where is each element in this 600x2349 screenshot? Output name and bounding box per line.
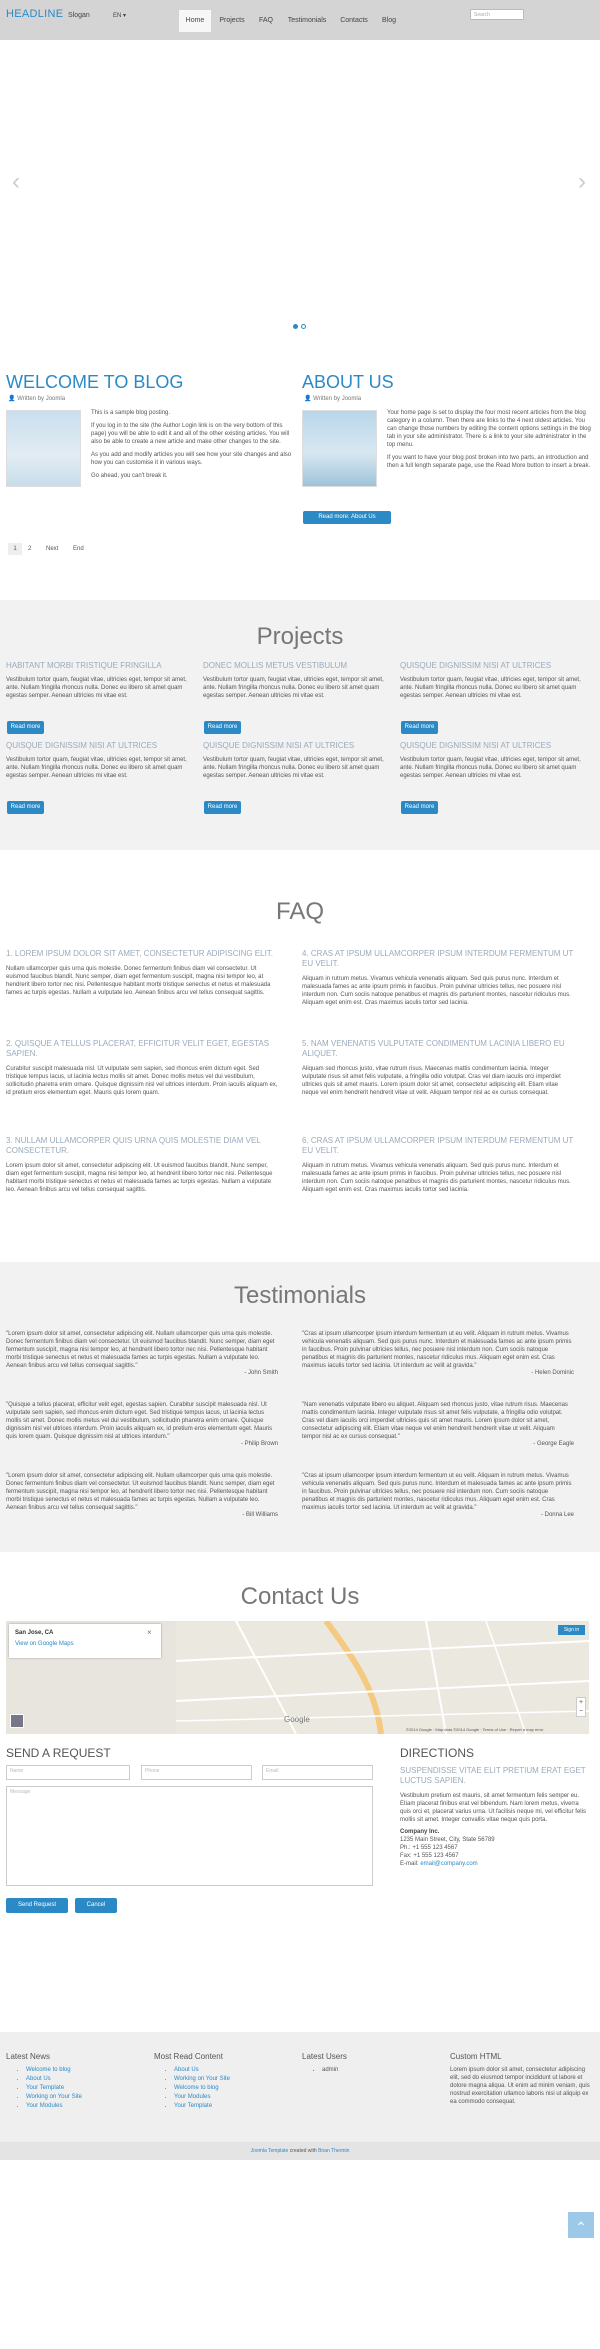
footer-link[interactable]: • Working on Your Site <box>26 2093 136 2102</box>
project-text: Vestibulum tortor quam, feugiat vitae, ultricies eget, tempor sit amet, ante. Nullam fringilla rhoncus nulla. Donec eu libero sit amet quam egestas semper. Aenean ultricies mi vitae est. <box>400 677 581 699</box>
footer-link[interactable]: • Welcome to blog <box>26 2066 136 2075</box>
project-text: Vestibulum tortor quam, feugiat vitae, ultricies eget, tempor sit amet, ante. Nullam fringilla rhoncus nulla. Donec eu libero sit amet quam egestas semper. Aenean ultricies mi vitae est. <box>203 677 384 699</box>
author-text: Written by Joomla <box>313 396 362 402</box>
project-title[interactable]: HABITANT MORBI TRISTIQUE FRINGILLA <box>6 661 162 670</box>
map-sign-in-button[interactable]: Sign in <box>558 1625 585 1635</box>
slider-dot-2[interactable] <box>301 324 306 329</box>
language-selector[interactable]: EN ▾ <box>113 13 127 19</box>
read-more-about-button[interactable]: Read more: About Us <box>303 511 391 524</box>
footer-link[interactable]: • Working on Your Site <box>174 2075 284 2084</box>
zoom-in-icon[interactable]: + <box>578 1699 584 1706</box>
faq-question[interactable]: 4. CRAS AT IPSUM ULLAMCORPER IPSUM INTERDUM FERMENTUM UT EU VELIT. <box>302 949 574 968</box>
footer-user: • admin <box>322 2066 432 2075</box>
footer-custom-text: Lorem ipsum dolor sit amet, consectetur adipiscing elit, sed do eiusmod tempor incididunt ut labore et dolore magna aliqua. Ut enim ad minim veniam, quis nostrud exercitation ullamco laboris nisi ut aliquip ex ea commodo consequat. <box>450 2067 590 2105</box>
faq-answer: Aliquam sed rhoncus justo, vitae rutrum risus. Maecenas mattis condimentum lacinia. Integer vulputate risus sit amet felis vulputate, a fringilla odio volutpat. Cras vel diam iaculis orci imperdiet ultricies quis sit amet mauris. Lorem ipsum dolor sit amet, consectetur adipiscing elit. Etiam vitae neque vel enim hendrerit hendrerit vitae ut velit. Aliquam tempor nisl ac ex cursus consequat. <box>302 1066 561 1096</box>
close-icon[interactable]: × <box>147 1628 152 1637</box>
project-title[interactable]: QUISQUE DIGNISSIM NISI AT ULTRICES <box>400 661 552 670</box>
footer-link[interactable]: • Your Template <box>26 2084 136 2093</box>
nav-projects[interactable]: Projects <box>219 17 245 24</box>
site-header <box>0 0 600 40</box>
testimonial-author: - Donna Lee <box>540 1512 574 1518</box>
map-satellite-toggle[interactable] <box>10 1714 24 1728</box>
directions-subtitle: SUSPENDISSE VITAE ELIT PRETIUM ERAT EGET LUCTUS SAPIEN. <box>400 1766 586 1785</box>
contact-title: Contact Us <box>240 1583 360 1610</box>
footer-most-read <box>154 2052 284 2111</box>
slider-dot-1[interactable] <box>293 324 298 329</box>
blog-article-title[interactable]: WELCOME TO BLOG <box>6 372 184 392</box>
testimonial-item <box>302 1472 574 1518</box>
blog-paragraph: Go ahead, you can't break it. <box>91 473 168 479</box>
footer-list <box>154 2066 284 2111</box>
footer-list <box>302 2066 432 2075</box>
testimonial-item <box>6 1472 278 1518</box>
faq-title: FAQ <box>275 898 324 925</box>
faq-answer: Aliquam in rutrum metus. Vivamus vehicula venenatis aliquam. Sed quis purus nunc. Interdum et malesuada fames ac ante ipsum primis in faucibus. Proin pulvinar ultricies tellus, nec posuere nisl interdum non. Cum sociis natoque penatibus et magnis dis parturient montes, nascetur ridiculus mus. Aliquam eget enim est. Cras maximus iaculis tortor sed lacinia. <box>302 976 571 1006</box>
search-input[interactable]: Search <box>470 9 524 20</box>
cancel-button[interactable]: Cancel <box>75 1898 117 1913</box>
about-article-title[interactable]: ABOUT US <box>302 372 394 392</box>
testimonial-author: - John Smith <box>244 1370 278 1376</box>
company-email-link[interactable]: email@company.com <box>420 1861 478 1867</box>
faq-item <box>302 949 574 1007</box>
projects-title: Projects <box>256 623 344 650</box>
faq-question[interactable]: 1. LOREM IPSUM DOLOR SIT AMET, CONSECTETUR ADIPISCING ELIT. <box>6 949 274 958</box>
view-larger-map-link[interactable]: View on Google Maps <box>15 1641 74 1647</box>
company-fax: Fax: +1 555 123 4567 <box>400 1853 459 1859</box>
testimonial-quote: "Lorem ipsum dolor sit amet, consectetur adipiscing elit. Nullam ullamcorper quis urna quis molestie. Donec fermentum finibus diam vel consectetur. Ut euismod faucibus blandit. Nunc semper, diam eget fermentum suscipit, magna nisi tempor leo, at hendrerit libero tortor nec nisi. Pellentesque habitant morbi tristique senectus et netus et malesuada fames ac turpis egestas. Nullam a vulputate leo. Aenean finibus arcu vel tellus consequat sagittis." <box>6 1473 275 1511</box>
credit-author-link[interactable]: Brian Thermin <box>318 2148 350 2154</box>
footer-custom-html <box>450 2052 590 2106</box>
footer-link[interactable]: • Your Modules <box>26 2102 136 2111</box>
testimonial-author: - Helen Dominic <box>531 1370 574 1376</box>
about-article-body <box>387 409 593 470</box>
slider-prev-arrow-icon[interactable]: ‹ <box>12 168 20 195</box>
company-phone: Ph.: +1 555 123 4567 <box>400 1845 458 1851</box>
footer-credit <box>0 2142 600 2160</box>
project-item <box>400 741 590 780</box>
company-address: 1235 Main Street, City, State 56789 <box>400 1837 495 1843</box>
faq-question[interactable]: 6. CRAS AT IPSUM ULLAMCORPER IPSUM INTERDUM FERMENTUM UT EU VELIT. <box>302 1136 574 1155</box>
faq-answer: Aliquam in rutrum metus. Vivamus vehicula venenatis aliquam. Sed quis purus nunc. Interdum et malesuada fames ac ante ipsum primis in faucibus. Proin pulvinar ultricies tellus, nec posuere nisl interdum non. Cum sociis natoque penatibus et magnis dis parturient montes, nascetur ridiculus mus. Aliquam eget enim est. Cras maximus iaculis tortor sed lacinia. <box>302 1163 571 1193</box>
nav-home[interactable]: Home <box>179 10 211 32</box>
blog-article-author <box>8 395 65 402</box>
about-thumbnail <box>302 410 377 487</box>
map-place-name: San Jose, CA <box>15 1630 54 1636</box>
user-icon: 👤 <box>304 396 312 402</box>
faq-question[interactable]: 3. NULLAM ULLAMCORPER QUIS URNA QUIS MOLESTIE DIAM VEL CONSECTETUR. <box>6 1136 261 1155</box>
blog-thumbnail <box>6 410 81 487</box>
faq-question[interactable]: 5. NAM VENENATIS VULPUTATE CONDIMENTUM LACINIA LIBERO EU ALIQUET. <box>302 1039 565 1058</box>
blog-paragraph: As you add and modify articles you will see how your site changes and also how you can customise it in various ways. <box>91 452 292 466</box>
map-zoom-control <box>576 1697 586 1717</box>
footer-link[interactable]: • About Us <box>174 2066 284 2075</box>
user-icon: 👤 <box>8 396 16 402</box>
footer-column-title: Latest News <box>6 2052 51 2061</box>
project-text: Vestibulum tortor quam, feugiat vitae, ultricies eget, tempor sit amet, ante. Nullam fringilla rhoncus nulla. Donec eu libero sit amet quam egestas semper. Aenean ultricies mi vitae est. <box>6 757 187 779</box>
faq-item <box>302 1136 574 1194</box>
google-map[interactable] <box>6 1621 589 1734</box>
faq-answer: Nullam ullamcorper quis urna quis molestie. Donec fermentum finibus diam vel consectetur. Ut euismod faucibus blandit. Nunc semper, diam eget fermentum suscipit, magna nisi tempor leo, at hendrerit libero tortor nec nisi. Pellentesque habitant morbi tristique senectus et netus et malesuada fames ac turpis egestas. Nullam a vulputate leo. Aenean finibus arcu vel tellus consequat sagittis. <box>6 966 271 996</box>
name-field[interactable]: Name <box>6 1765 130 1780</box>
email-field[interactable]: Email <box>262 1765 373 1780</box>
site-slogan: Slogan <box>68 12 90 19</box>
footer-link[interactable]: • About Us <box>26 2075 136 2084</box>
testimonial-quote: "Cras at ipsum ullamcorper ipsum interdum fermentum ut eu velit. Aliquam in rutrum metus. Vivamus vehicula venenatis aliquam. Sed quis purus nunc. Interdum et malesuada fames ac ante ipsum primis in faucibus. Proin pulvinar ultricies tellus, nec posuere nisl interdum non. Cum sociis natoque penatibus et magnis dis parturient montes, nascetur ridiculus mus. Aliquam eget enim est. Cras maximus iaculis tortor sed lacinia. Ut interdum ac velit at gravida." <box>302 1331 572 1369</box>
footer-link[interactable]: • Your Template <box>174 2102 284 2111</box>
project-text: Vestibulum tortor quam, feugiat vitae, ultricies eget, tempor sit amet, ante. Nullam fringilla rhoncus nulla. Donec eu libero sit amet quam egestas semper. Aenean ultricies mi vitae est. <box>6 677 187 699</box>
image-slider <box>0 40 600 340</box>
project-read-more-button[interactable]: Read more <box>204 801 241 814</box>
nav-faq[interactable]: FAQ <box>258 17 273 24</box>
testimonial-quote: "Cras at ipsum ullamcorper ipsum interdum fermentum ut eu velit. Aliquam in rutrum metus. Vivamus vehicula venenatis aliquam. Sed quis purus nunc. Interdum et malesuada fames ac ante ipsum primis in faucibus. Proin pulvinar ultricies tellus, nec posuere nisl interdum non. Cum sociis natoque penatibus et magnis dis parturient montes, nascetur ridiculus mus. Aliquam eget enim est. Cras maximus iaculis tortor sed lacinia. Ut interdum ac velit at gravida." <box>302 1473 572 1511</box>
company-email-row <box>400 1860 590 1868</box>
testimonials-title: Testimonials <box>233 1282 367 1309</box>
author-text: Written by Joomla <box>17 396 66 402</box>
testimonial-quote: "Quisque a tellus placerat, efficitur velit eget, egestas sapien. Curabitur suscipit malesuada nisl. Ut vulputate sem sapien, sed rhoncus enim dictum eget. Sed tristique tempus lacus, ut lacinia lectus mollis sit amet. Donec mollis metus vel dui vestibulum, sollicitudin pharetra enim ornare. Quisque dignissim nisl vel ultrices interdum. Proin iaculis aliquam ex, id pretium eros elementum eget. Mauris quis lorem quam. Quisque dignissim nisl at ultrices interdum." <box>6 1402 273 1440</box>
about-article-author <box>304 395 361 402</box>
faq-answer: Lorem ipsum dolor sit amet, consectetur adipiscing elit. Ut euismod faucibus blandit. Nunc semper, diam eget fermentum suscipit, magna nisi tempor leo, at hendrerit libero tortor nec nisi. Pellentesque habitant morbi tristique senectus et netus et malesuada fames ac turpis egestas. Nullam a vulputate leo. Aenean finibus arcu vel tellus consequat sagittis. <box>6 1163 273 1193</box>
footer-column-title: Latest Users <box>302 2052 347 2061</box>
faq-item <box>6 1039 278 1097</box>
testimonial-author: - Philip Brown <box>240 1441 278 1447</box>
phone-field[interactable]: Phone <box>141 1765 252 1780</box>
send-request-button[interactable]: Send Request <box>6 1898 68 1913</box>
project-item <box>203 741 393 780</box>
project-read-more-button[interactable]: Read more <box>7 721 44 734</box>
project-text: Vestibulum tortor quam, feugiat vitae, ultricies eget, tempor sit amet, ante. Nullam fringilla rhoncus nulla. Donec eu libero sit amet quam egestas semper. Aenean ultricies mi vitae est. <box>203 757 384 779</box>
pagination-end[interactable]: End <box>73 546 84 552</box>
email-label: E-mail: <box>400 1861 419 1867</box>
faq-question[interactable]: 2. QUISQUE A TELLUS PLACERAT, EFFICITUR VELIT EGET, EGESTAS SAPIEN. <box>6 1039 270 1058</box>
blog-paragraph: If you log in to the site (the Author Login link is on the very bottom of this page) you will be able to edit it and all of the other existing articles. You will also be able to create a new article and make other changes to the site. <box>91 423 290 445</box>
testimonial-quote: "Lorem ipsum dolor sit amet, consectetur adipiscing elit. Nullam ullamcorper quis urna quis molestie. Donec fermentum finibus diam vel consectetur. Ut euismod faucibus blandit. Nunc semper, diam eget fermentum suscipit, magna nisi tempor leo, at hendrerit libero tortor nec nisi. Pellentesque habitant morbi tristique senectus et netus et malesuada fames ac turpis egestas. Nullam a vulputate leo. Aenean finibus arcu vel tellus consequat sagittis." <box>6 1331 275 1369</box>
project-title[interactable]: QUISQUE DIGNISSIM NISI AT ULTRICES <box>203 741 355 750</box>
back-to-top-icon[interactable]: ⌃ <box>568 2212 594 2238</box>
pagination-page-2[interactable]: 2 <box>28 546 32 552</box>
zoom-out-icon[interactable]: − <box>578 1708 584 1715</box>
directions-text: Vestibulum pretium est mauris, sit amet fermentum felis semper eu. Etiam placerat finibus erat vel bibendum. Nam lorem metus, viverra quis orci et, placerat varius urna. Ut facilisis neque mi, vel efficitur felis mollis sit amet. Integer convallis vitae neque quis porta. <box>400 1793 586 1823</box>
project-item <box>203 661 393 700</box>
footer-latest-news <box>6 2052 136 2111</box>
project-read-more-button[interactable]: Read more <box>401 801 438 814</box>
project-title[interactable]: QUISQUE DIGNISSIM NISI AT ULTRICES <box>6 741 158 750</box>
testimonial-item <box>302 1330 574 1376</box>
pagination-page-1[interactable]: 1 <box>8 543 22 555</box>
footer-latest-users <box>302 2052 432 2075</box>
blog-article-body <box>91 409 297 480</box>
pagination-next[interactable]: Next <box>46 546 59 552</box>
testimonial-item <box>302 1401 574 1447</box>
directions-block <box>400 1746 590 1868</box>
footer-column-title: Most Read Content <box>154 2052 223 2061</box>
about-paragraph: Your home page is set to display the four most recent articles from the blog category in a column. Then there are links to the 4 next oldest articles. You can change those numbers by editing the content options settings in the blog tab in your site administrator. There is a link to your site administrator in the top menu. <box>387 410 591 448</box>
google-logo: Google <box>284 1715 310 1724</box>
project-item <box>6 741 196 780</box>
send-request-title: SEND A REQUEST <box>6 1746 111 1760</box>
testimonial-author: - Bill Williams <box>242 1512 278 1518</box>
footer-link[interactable]: • Welcome to blog <box>174 2084 284 2093</box>
map-info-card <box>9 1624 161 1658</box>
testimonial-item <box>6 1401 278 1447</box>
footer-link[interactable]: • Your Modules <box>174 2093 284 2102</box>
map-attribution: ©2014 Google · Map data ©2014 Google · Terms of Use · Report a map error <box>406 1727 544 1732</box>
faq-item <box>6 949 278 997</box>
testimonial-author: - George Eagle <box>533 1441 574 1447</box>
faq-answer: Curabitur suscipit malesuada nisl. Ut vulputate sem sapien, sed rhoncus enim dictum eget. Sed tristique tempus lacus, ut lacinia lectus mollis sit amet. Donec mollis metus vel dui vestibulum, sollicitudin pharetra enim ornare. Quisque dignissim nisl vel ultrices interdum. Proin iaculis aliquam ex, id pretium eros elementum eget. Mauris quis lorem quam. <box>6 1066 278 1096</box>
credit-text: created with <box>289 2148 317 2154</box>
testimonial-item <box>6 1330 278 1376</box>
footer-list <box>6 2066 136 2111</box>
testimonial-quote: "Nam venenatis vulputate libero eu aliquet. Aliquam sed rhoncus justo, vitae rutrum risus. Maecenas mattis condimentum lacinia. Integer vulputate risus sit amet felis vulputate, a fringilla odio volutpat. Cras vel diam iaculis orci imperdiet ultricies quis sit amet mauris. Lorem ipsum dolor sit amet, consectetur adipiscing elit. Etiam vitae neque vel enim hendrerit hendrerit vitae ut velit. Aliquam tempor nisl ac ex cursus consequat." <box>302 1402 568 1440</box>
project-title[interactable]: DONEC MOLLIS METUS VESTIBULUM <box>203 661 348 670</box>
credit-template-link[interactable]: Joomla Template <box>250 2148 289 2154</box>
company-name: Company Inc. <box>400 1829 440 1835</box>
project-read-more-button[interactable]: Read more <box>7 801 44 814</box>
directions-title: DIRECTIONS <box>400 1746 475 1760</box>
about-paragraph: If you want to have your blog post broken into two parts, an introduction and then a full length separate page, use the Read More button to insert a break. <box>387 455 591 469</box>
project-read-more-button[interactable]: Read more <box>204 721 241 734</box>
nav-blog[interactable]: Blog <box>381 17 396 24</box>
project-read-more-button[interactable]: Read more <box>401 721 438 734</box>
message-field[interactable]: Message <box>6 1786 373 1886</box>
project-title[interactable]: QUISQUE DIGNISSIM NISI AT ULTRICES <box>400 741 552 750</box>
faq-item <box>302 1039 574 1097</box>
blog-paragraph: This is a sample blog posting. <box>91 410 171 416</box>
footer-column-title: Custom HTML <box>450 2052 502 2061</box>
slider-next-arrow-icon[interactable]: › <box>578 168 586 195</box>
nav-contacts[interactable]: Contacts <box>340 17 368 24</box>
faq-item <box>6 1136 278 1194</box>
site-logo[interactable]: HEADLINE <box>6 8 64 20</box>
project-item <box>6 661 196 700</box>
project-item <box>400 661 590 700</box>
nav-testimonials[interactable]: Testimonials <box>287 17 327 24</box>
project-text: Vestibulum tortor quam, feugiat vitae, ultricies eget, tempor sit amet, ante. Nullam fringilla rhoncus nulla. Donec eu libero sit amet quam egestas semper. Aenean ultricies mi vitae est. <box>400 757 581 779</box>
